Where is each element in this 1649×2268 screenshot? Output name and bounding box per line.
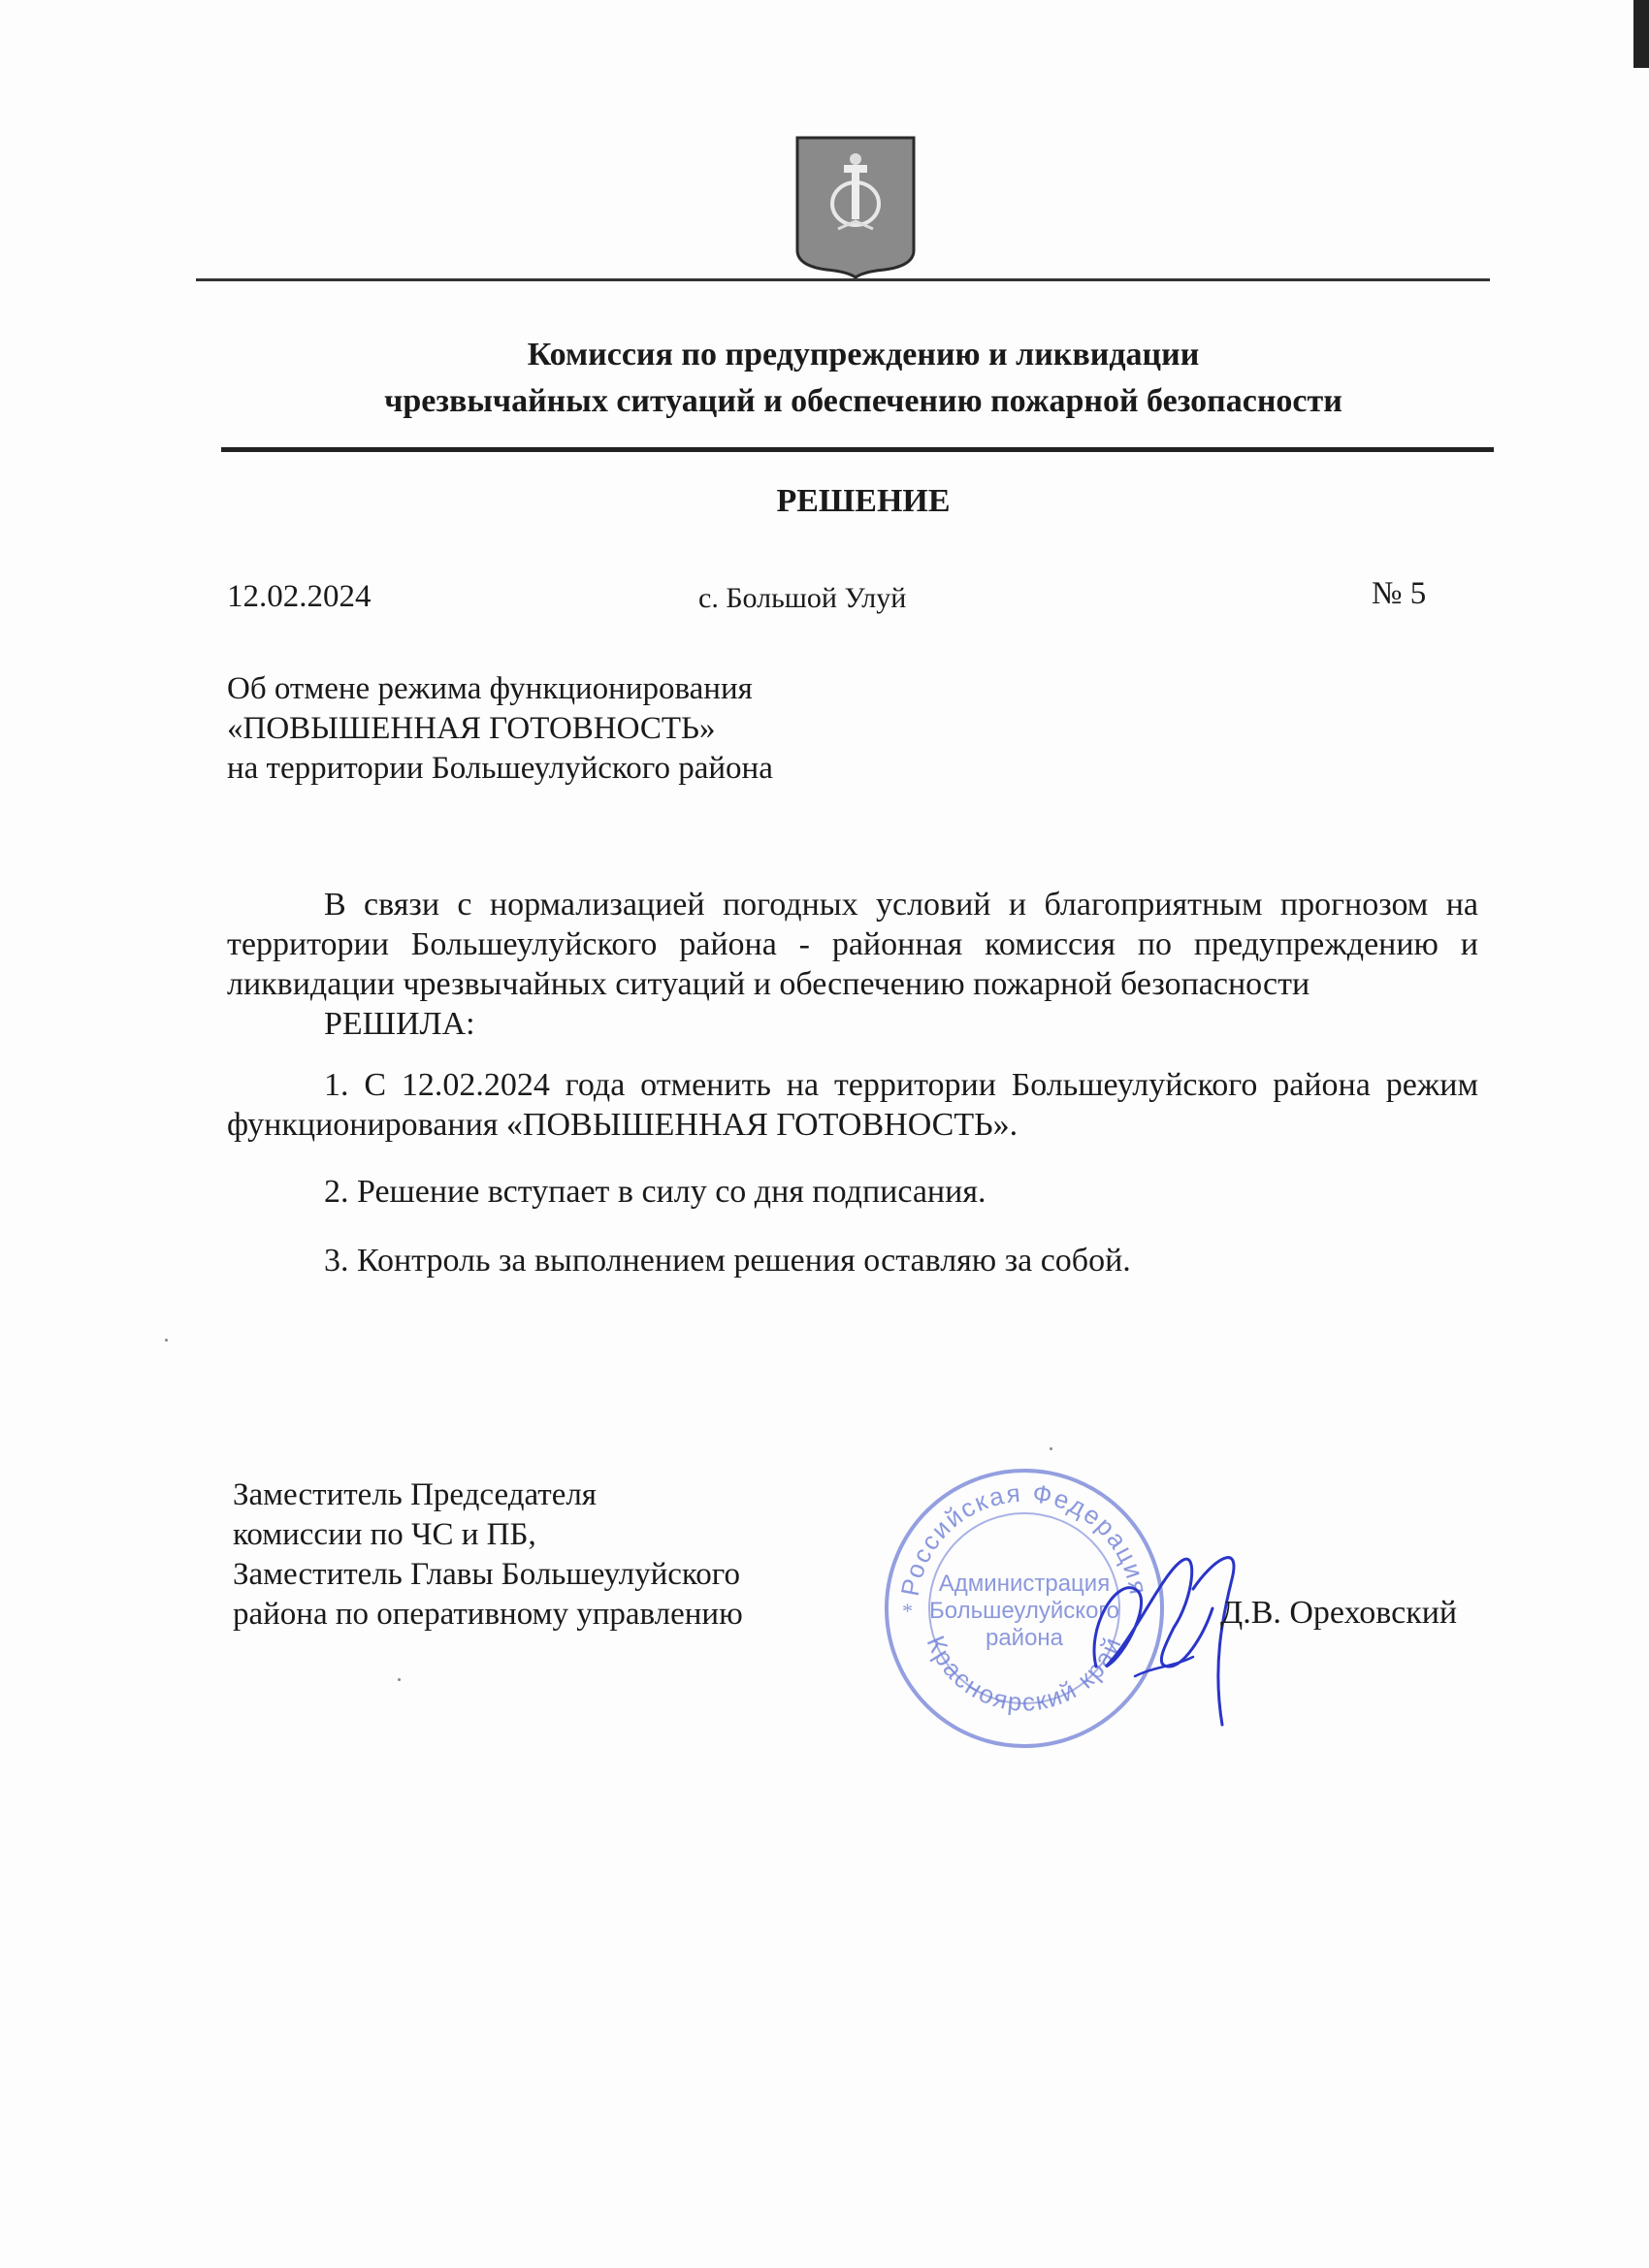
decision-item-1: 1. С 12.02.2024 года отменить на территории Большеулуйского района режим функционирования «ПОВЫШЕННАЯ ГОТОВНОСТЬ». (227, 1067, 1478, 1143)
subject-line2: «ПОВЫШЕННАЯ ГОТОВНОСТЬ» (227, 711, 716, 746)
decision-item-3: 3. Контроль за выполнением решения оставляю за собой. (324, 1243, 1131, 1279)
signer-title-line2: комиссии по ЧС и ПБ, (233, 1517, 536, 1552)
document-number: № 5 (1372, 576, 1427, 611)
scan-speck (398, 1678, 401, 1681)
stamp-outer-bottom-text: Красноярский край (921, 1631, 1128, 1717)
organization-name-line2: чрезвычайных ситуаций и обеспечению пожарной безопасности (384, 383, 1342, 419)
header-top-rule (196, 278, 1490, 281)
signer-title-line3: Заместитель Главы Большеулуйского (233, 1557, 740, 1592)
coat-of-arms-icon (795, 136, 916, 279)
document-type-heading: РЕШЕНИЕ (776, 483, 951, 519)
document-subject (227, 669, 773, 789)
signer-title (233, 1475, 743, 1635)
subject-line1: Об отмене режима функционирования (227, 671, 753, 706)
stamp-center-line1: Администрация (938, 1571, 1111, 1597)
document-date: 12.02.2024 (227, 579, 372, 614)
organization-name (194, 332, 1533, 425)
document-body (227, 885, 1478, 1280)
document-place: с. Большой Улуй (698, 582, 907, 614)
stamp-center-line2: Большеулуйского (929, 1598, 1119, 1624)
decision-item-2: 2. Решение вступает в силу со дня подписания. (324, 1174, 986, 1210)
scan-speck (1050, 1447, 1052, 1450)
decided-label: РЕШИЛА: (324, 1006, 475, 1042)
signer-name: Д.В. Ореховский (1220, 1595, 1458, 1631)
stamp-center-line3: района (985, 1625, 1064, 1651)
subject-line3: на территории Большеулуйского района (227, 751, 773, 786)
scan-edge (1633, 0, 1649, 68)
signer-title-line4: района по оперативному управлению (233, 1597, 743, 1632)
preamble-paragraph: В связи с нормализацией погодных условий и благоприятным прогнозом на территории Большеулуйского района - районная комиссия по предупреждению и ликвидации чрезвычайных ситуаций и обеспечению пожарной безопасности (227, 887, 1478, 1002)
scan-speck (165, 1339, 168, 1342)
signer-title-line1: Заместитель Председателя (233, 1477, 597, 1512)
stamp-outer-top-text: Российская Федерация (894, 1477, 1154, 1599)
stamp-star-icon: * (902, 1599, 913, 1623)
organization-name-line1: Комиссия по предупреждению и ликвидации (527, 337, 1200, 373)
header-bottom-rule (221, 447, 1494, 452)
